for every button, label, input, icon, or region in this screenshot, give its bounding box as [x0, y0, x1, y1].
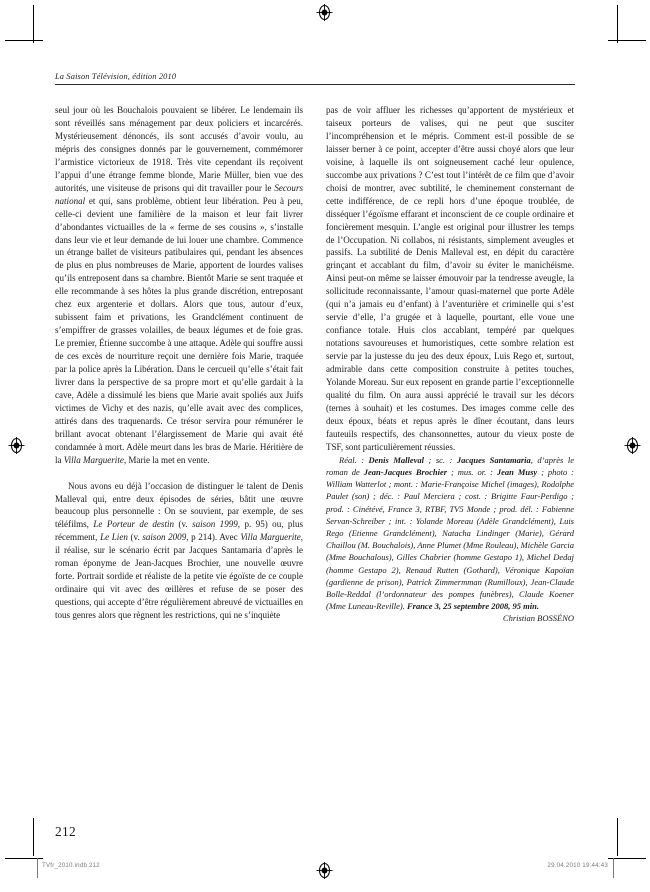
text-run: (v.	[127, 532, 143, 543]
registration-mark-right	[624, 437, 641, 454]
registration-mark-top	[316, 4, 333, 21]
running-head	[55, 72, 575, 85]
text-run: , il réalise, sur le scénario écrit par Jacques Santamaria d’après le roman éponyme de Jean-Jacques Brochier, une nouvelle œuvre forte. Portrait sordide et réaliste de la petite vie égoïste de ce couple ordinaire qui vit avec des œillères et refuse de se poser des questions, qui accepte d’être régulièrement abreuvé de victuailles en tous genres alors que règnent les restrictions, qui ne s’inquiète	[55, 532, 304, 621]
page-number: 212	[55, 824, 76, 839]
footer-rule-left	[37, 858, 38, 878]
crop-mark-top-right-vertical	[617, 5, 618, 43]
reference-saison-1999: saison 1999	[192, 519, 238, 530]
paragraph-synopsis	[55, 104, 303, 467]
credits-block	[326, 454, 574, 613]
title-secours-national: Secours national	[55, 182, 303, 206]
text-run: seul jour où les Bouchalois pouvaient se libérer. Le lendemain ils sont réveillés sans ménagement par deux policiers et incarcérés. Mystérieusement dénoncés, ils sont accusés d’avoir voulu, au mépris des consignes donnés par le gouvernement, commémorer l’armistice victorieux de 1918. Très vite cependant ils reçoivent l’appui d’une étrange femme blonde, Marie Müller, bien vue des autorités, une visiteuse de prisons qui dit travailler pour le	[55, 105, 303, 193]
text-run: ; sc. :	[424, 454, 457, 465]
right-column	[326, 104, 574, 814]
credits-screenwriter-name: Jacques Santamaria	[456, 454, 531, 465]
credits-broadcast-info: France 3, 25 septembre 2008, 95 min.	[406, 601, 539, 612]
paragraph-review-continued: pas de voir affluer les richesses qu’apportent de mystérieux et taiseux porteurs de valises, qui ne peut que susciter l’incompréhension et le mépris. Comment est-il possible de se laisser berner à ce point, accepter d’être aussi choyé alors que leur voisine, à laquelle ils ont soigneusement caché leur opulence, succombe aux privations ? C’est tout l’intérêt de ce film que d’avoir choisi de montrer, avec subtilité, le cheminement consternant de cette indifférence, de ce repli hors d’une époque troublée, de disséquer l’égoïsme effarant et inconscient de ce couple ordinaire et foncièrement mesquin. L’angle est original pour illustrer les temps de l’Occupation. Ni collabos, ni résistants, simplement aveugles et passifs. La subtilité de Denis Malleval est, en dépit du caractère grinçant et accablant du film, d’avoir su éviter le manichéisme. Ainsi peut-on même se laisser émouvoir par la tendresse aveugle, la sollicitude reconnaissante, l’amour quasi-maternel que porte Adèle (qui n’a jamais eu d’enfant) à l’aventurière et criminelle qui s’est servie d’elle, l’a grugée et à laquelle, pourtant, elle voue une confiance totale. Huis clos accablant, tempéré par quelques notations savoureuses et humoristiques, cette sombre relation est servie par la justesse du jeu des deux époux, Luis Rego et, surtout, admirable dans cette composition construite à petites touches, Yolande Moreau. Sur eux reposent en grande partie l’exceptionnelle qualité du film. On aura aussi apprécié le travail sur les décors (ternes à souhait) et les costumes. Des images comme celle des deux époux, béats et repus après le dîner écoutant, dans leurs fauteuils respectifs, des chansonnettes, autour du vieux poste de TSF, sont particulièrement réussies.	[326, 105, 574, 452]
reference-saison-2009: saison 2009	[142, 532, 187, 543]
credits-novelist-name: Jean-Jacques Brochier	[363, 466, 448, 477]
body-columns	[55, 104, 575, 814]
title-le-lien: Le Lien	[100, 532, 128, 543]
title-villa-marguerite: Villa Marguerite	[63, 454, 124, 465]
text-run: ; photo : William Watterlot ; mont. : Marie-Françoise Michel (images), Rodolphe Paulet (son) ; déc. : Paul Merciera ; cost. : Brigitte Faur-Perdigo ; prod. : Cinétévé, France 3, RTBF, TV5 Monde ; prod. dél. : Fabienne Servan-Schreiber ; int. : Yolande Moreau (Adèle Grandclément), Luis Rego (Etienne Grandclément), Natacha Lindinger (Marie), Gérard Chaillou (M. Bouchalois), Anne Plumet (Mme Rouleau), Michèle Garcia (Mme Bouchalous), Gilles Chabrier (homme Gestapo 1), Michel Dedaj (homme Gestapo 2), Renaud Rutten (Gothard), Véronique Kapoïan (gardienne de prison), Patrick Zimmermman (Rumilloux), Jean-Claude Bolle-Reddal (l’ordonnateur des pompes funèbres), Claude Koener (Mme Luneau-Reville).	[326, 466, 574, 612]
text-run: , d’après le roman de	[326, 454, 574, 477]
registration-mark-left	[8, 437, 25, 454]
text-run: ; mus. or. :	[447, 466, 497, 477]
footer-timestamp: 29.04.2010 19:44:43	[547, 862, 608, 869]
crop-mark-top-left-vertical	[33, 5, 34, 43]
crop-mark-bottom-left-vertical	[33, 818, 34, 856]
text-run: Nous avons eu déjà l’occasion de distinguer le talent de Denis Malleval qui, entre deux épisodes de séries, bâtit une œuvre beaucoup plus personnelle : On se souvient, par exemple, de ses téléfilms,	[55, 480, 303, 530]
text-run: , p 214). Avec	[186, 532, 241, 543]
credits-director-name: Denis Malleval	[368, 454, 425, 465]
running-head-rule	[55, 84, 575, 85]
title-le-porteur-de-destin: Le Porteur de destin	[93, 519, 175, 530]
text-run: et qui, sans problème, obtient leur libération. Peu à peu, celle-ci devient une familière de la maison et leur fait livrer d’abondantes victuailles de la « ferme de ses cousins », s’installe dans leur vie et leur demande de lui louer une chambre. Commence un étrange ballet de visiteurs patibulaires qui, pendant les absences de plus en plus nombreuses de Marie, apportent de lourdes valises qu’ils entreposent dans sa chambre. Bientôt Marie se sent traquée et elle recommande à ses hôtes la plus grande discrétion, entreposant chez eux argenterie et dollars. Alors que tous, autour d’eux, subissent faim et privations, les Grandclément continuent de s’empiffrer de grasses volailles, de beaux légumes et de foie gras. Le premier, Étienne succombe à une attaque. Adèle qui souffre aussi de ces excès de nourriture reçoit une dernière fois Marie, traquée par la police après la Libération. Dans le cercueil qu’elle s’était fait livrer dans la perspective de sa propre mort et qu’elle gardait à la cave, Adèle a dissimulé les biens que Marie avait spoliés aux Juifs victimes de Vichy et des nazis, qu’elle avait avec des complices, attirés dans des traquenards. Ce trésor servira pour rémunérer le brillant avocat obtenant l’élargissement de Marie qui avait été condamnée à mort. Adèle meurt dans les bras de Marie. Héritière de la	[55, 195, 303, 465]
text-run: , p. 95) ou, plus récemment,	[55, 519, 304, 543]
footer-file-label: TVfr_2010.indb 212	[42, 862, 100, 869]
footer-rule-right	[613, 858, 614, 878]
left-column	[55, 104, 303, 814]
author-signature: Christian BOSSÉNO	[502, 613, 574, 624]
text-run: :	[356, 454, 369, 465]
crop-mark-top-left-horizontal	[5, 40, 43, 41]
title-villa-marguerite-2: Villa Marguerite	[240, 532, 301, 543]
credits-label-realisation: Réal.	[339, 454, 357, 465]
registration-mark-bottom	[316, 862, 333, 879]
text-run: , Marie la met en vente.	[123, 454, 210, 465]
crop-mark-top-right-horizontal	[608, 40, 646, 41]
running-head-title: La Saison Télévision, édition 2010	[55, 72, 177, 81]
text-run: (v.	[174, 519, 193, 530]
credits-composer-name: Jean Musy	[496, 466, 538, 477]
crop-mark-bottom-right-vertical	[617, 818, 618, 856]
paragraph-review-start	[55, 480, 303, 622]
